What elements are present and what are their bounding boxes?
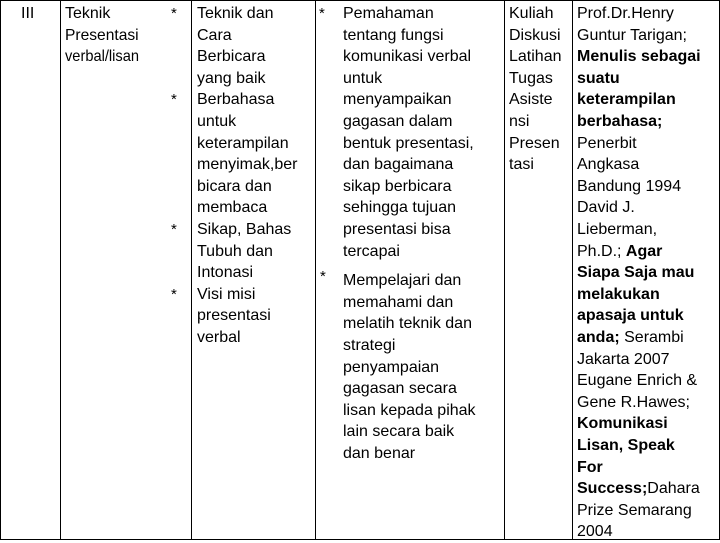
reference-line: melakukan xyxy=(577,285,660,303)
objective-line: dan benar xyxy=(343,445,416,462)
reference-line: suatu xyxy=(577,69,620,87)
subtopic-line: verbal xyxy=(197,329,241,346)
topic-line: verbal/lisan xyxy=(65,48,139,66)
objective-line: lisan kepada pihak xyxy=(343,401,476,419)
objective-line: melatih teknik dan xyxy=(343,315,472,333)
reference-line: keterampilan xyxy=(577,91,676,109)
method-cell xyxy=(504,0,572,540)
reference-line: apasaja untuk xyxy=(577,307,684,325)
reference-line xyxy=(577,241,662,263)
method-line: tasi xyxy=(509,156,534,174)
subtopic-line: Cara xyxy=(197,26,232,44)
method-line: Presen xyxy=(509,134,560,152)
reference-line: Lisan, Speak xyxy=(577,437,675,454)
objective-line: gagasan secara xyxy=(343,380,457,398)
reference-cell xyxy=(572,0,719,540)
reference-line: Menulis sebagai xyxy=(577,48,701,66)
reference-segment: anda; xyxy=(577,329,620,346)
reference-line xyxy=(577,327,684,349)
method-line: Diskusi xyxy=(509,26,561,44)
subtopic-line: menyimak,ber xyxy=(197,156,298,174)
reference-line: Bandung 1994 xyxy=(577,177,682,195)
reference-line: Jakarta 2007 xyxy=(577,350,670,368)
method-line: Kuliah xyxy=(509,5,554,22)
method-line: Latihan xyxy=(509,48,562,66)
method-line: Tugas xyxy=(509,69,553,87)
reference-line: Penerbit xyxy=(577,134,637,152)
reference-line: David J. xyxy=(577,199,635,217)
subtopic-line: Sikap, Bahas xyxy=(197,221,292,238)
row-number: III xyxy=(21,5,35,22)
method-line: Asiste xyxy=(509,91,553,109)
objective-line: Pemahaman xyxy=(343,5,434,22)
reference-segment: Dahara xyxy=(647,480,700,498)
objective-line: bentuk presentasi, xyxy=(343,134,474,152)
subtopic-line: Teknik dan xyxy=(197,5,274,22)
subtopic-line: keterampilan xyxy=(197,134,289,152)
objective-cell xyxy=(315,0,504,540)
objective-line: untuk xyxy=(343,69,383,87)
reference-line: Prize Semarang xyxy=(577,501,692,519)
bullet-marker: * xyxy=(171,285,177,303)
reference-line xyxy=(577,478,700,500)
subtopic-line: presentasi xyxy=(197,307,271,325)
reference-line: For xyxy=(577,458,603,476)
objective-line: presentasi bisa xyxy=(343,221,451,238)
reference-segment: Agar xyxy=(625,242,663,260)
objective-line: tercapai xyxy=(343,242,400,260)
topic-cell xyxy=(60,0,191,540)
reference-line: berbahasa; xyxy=(577,113,663,130)
subtopic-line: Berbicara xyxy=(197,48,266,66)
method-line: nsi xyxy=(509,113,530,130)
objective-line: sikap berbicara xyxy=(343,177,452,195)
reference-line: Eugane Enrich & xyxy=(577,372,698,390)
reference-line: Angkasa xyxy=(577,156,640,174)
subtopic-line: yang baik xyxy=(197,69,266,87)
bullet-marker: * xyxy=(171,91,177,109)
reference-segment: Success; xyxy=(577,480,648,498)
reference-line: Komunikasi xyxy=(577,415,668,433)
subtopic-line: untuk xyxy=(197,113,237,130)
subtopic-line: membaca xyxy=(197,199,268,217)
number-cell xyxy=(0,0,60,540)
subtopic-line: Tubuh dan xyxy=(197,242,273,260)
bullet-marker: * xyxy=(171,221,177,238)
objective-line: penyampaian xyxy=(343,358,440,376)
reference-segment: Serambi xyxy=(619,329,684,346)
objective-line: komunikasi verbal xyxy=(343,48,472,66)
bullet-marker: * xyxy=(319,5,325,22)
bullet-marker: * xyxy=(320,268,326,286)
objective-line: dan bagaimana xyxy=(343,156,454,174)
subtopic-line: bicara dan xyxy=(197,177,272,195)
objective-line: gagasan dalam xyxy=(343,113,453,130)
subtopic-cell xyxy=(191,0,325,540)
subtopic-line: Intonasi xyxy=(197,264,254,282)
objective-line: menyampaikan xyxy=(343,91,452,109)
reference-line: 2004 xyxy=(577,523,613,541)
reference-line: Siapa Saja mau xyxy=(577,264,695,282)
topic-line: Presentasi xyxy=(65,26,139,44)
subtopic-line: Berbahasa xyxy=(197,91,275,109)
subtopic-line: Visi misi xyxy=(197,285,256,303)
objective-line: memahami dan xyxy=(343,293,454,311)
objective-line: Mempelajari dan xyxy=(343,272,462,290)
reference-line: Prof.Dr.Henry xyxy=(577,5,674,22)
objective-line: strategi xyxy=(343,337,396,354)
reference-line: Lieberman, xyxy=(577,221,658,238)
reference-line: Gene R.Hawes; xyxy=(577,393,690,411)
reference-line: Guntur Tarigan; xyxy=(577,26,687,44)
reference-segment: Ph.D.; xyxy=(577,242,626,260)
bullet-marker: * xyxy=(171,5,177,22)
objective-line: sehingga tujuan xyxy=(343,199,456,217)
objective-line: tentang fungsi xyxy=(343,26,444,44)
objective-line: lain secara baik xyxy=(343,423,455,441)
topic-line: Teknik xyxy=(65,5,111,22)
